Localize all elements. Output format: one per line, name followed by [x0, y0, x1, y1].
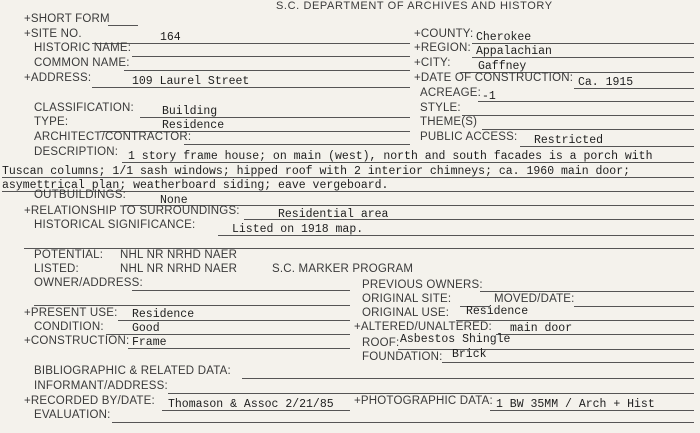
- description-label: DESCRIPTION:: [34, 146, 119, 158]
- roof-value: Asbestos Shingle: [400, 333, 511, 346]
- description-rule-2: [2, 177, 694, 178]
- foundation-line: [442, 362, 694, 363]
- site-no-line: [92, 43, 410, 44]
- relationship-value: Residential area: [278, 208, 389, 221]
- altered-line: [496, 334, 694, 335]
- recorded-by-line: [162, 410, 350, 411]
- address-line: [92, 87, 410, 88]
- outbuildings-value: None: [160, 194, 188, 207]
- acreage-line: [478, 101, 694, 102]
- type-label: TYPE:: [34, 116, 69, 128]
- owner-label: OWNER/ADDRESS:: [34, 277, 143, 289]
- region-value: Appalachian: [476, 45, 552, 58]
- theme-label: THEME(S): [420, 116, 478, 128]
- evaluation-line: [112, 422, 694, 423]
- style-label: STYLE:: [420, 102, 461, 114]
- moved-date-label: MOVED/DATE:: [494, 293, 575, 305]
- county-line: [472, 43, 694, 44]
- historic-name-label: HISTORIC NAME:: [34, 42, 132, 54]
- description-rule-1: [122, 162, 694, 163]
- informant-line: [168, 393, 694, 394]
- description-line-2: Tuscan columns; 1/1 sash windows; hipped roof with 2 interior chimneys; ca. 1960 main door;: [2, 165, 631, 178]
- style-line: [462, 115, 694, 116]
- region-label: +REGION:: [414, 42, 471, 54]
- theme-line: [482, 129, 694, 130]
- previous-owners-line: [480, 291, 694, 292]
- city-label: +CITY:: [414, 57, 451, 69]
- present-use-label: +PRESENT USE:: [24, 307, 118, 319]
- foundation-label: FOUNDATION:: [362, 351, 443, 363]
- historic-name-line: [132, 56, 410, 57]
- classification-line: [140, 117, 410, 118]
- classification-value: Building: [162, 105, 218, 118]
- date-of-construction-label: +DATE OF CONSTRUCTION:: [414, 72, 574, 84]
- relationship-label: +RELATIONSHIP TO SURROUNDINGS:: [24, 205, 240, 217]
- short-form-line: [108, 25, 138, 26]
- photographic-data-value: 1 BW 35MM / Arch + Hist: [496, 398, 655, 411]
- type-value: Residence: [162, 119, 225, 132]
- form-header: S.C. DEPARTMENT OF ARCHIVES AND HISTORY: [276, 0, 553, 12]
- previous-owners-label: PREVIOUS OWNERS:: [362, 279, 483, 291]
- architect-label: ARCHITECT/CONTRACTOR:: [34, 131, 192, 143]
- bibliographic-label: BIBLIOGRAPHIC & RELATED DATA:: [34, 365, 231, 377]
- significance-label: HISTORICAL SIGNIFICANCE:: [34, 219, 196, 231]
- significance-line: [218, 235, 694, 236]
- architect-line: [184, 144, 410, 145]
- date-of-construction-line: [574, 88, 694, 89]
- common-name-label: COMMON NAME:: [34, 57, 130, 69]
- acreage-value: -1: [482, 90, 496, 103]
- foundation-value: Brick: [452, 348, 487, 361]
- owner-line: [132, 290, 350, 291]
- photographic-data-label: +PHOTOGRAPHIC DATA:: [354, 395, 493, 407]
- roof-line: [398, 349, 694, 350]
- recorded-by-label: +RECORDED BY/DATE:: [24, 395, 155, 407]
- relationship-line: [244, 219, 694, 220]
- acreage-label: ACREAGE:: [420, 87, 482, 99]
- condition-line: [106, 334, 350, 335]
- site-no-label: +SITE NO.: [24, 28, 82, 40]
- present-use-line: [118, 320, 350, 321]
- bibliographic-line: [242, 378, 694, 379]
- date-of-construction-value: Ca. 1915: [578, 76, 634, 89]
- listed-codes: NHL NR NRHD NAER: [120, 263, 238, 275]
- address-value: 109 Laurel Street: [132, 75, 250, 88]
- significance-value: Listed on 1918 map.: [232, 223, 364, 236]
- marker-program: S.C. MARKER PROGRAM: [272, 263, 414, 275]
- construction-line: [128, 348, 350, 349]
- roof-label: ROOF:: [362, 337, 400, 349]
- construction-value: Frame: [132, 336, 167, 349]
- potential-codes: NHL NR NRHD NAER: [120, 249, 238, 261]
- altered-label: +ALTERED/UNALTERED:: [354, 321, 492, 333]
- original-site-label: ORIGINAL SITE:: [362, 293, 452, 305]
- owner-extra-line: [34, 305, 350, 306]
- public-access-value: Restricted: [534, 134, 604, 147]
- potential-label: POTENTIAL:: [34, 249, 104, 261]
- altered-value: main door: [510, 322, 573, 335]
- city-value: Gaffney: [478, 60, 527, 73]
- site-no-value: 164: [160, 31, 181, 44]
- evaluation-label: EVALUATION:: [34, 409, 111, 421]
- photographic-data-line: [490, 410, 694, 411]
- region-line: [472, 57, 694, 58]
- description-line-3: asymettrical plan; weatherboard siding; eave vergeboard.: [2, 179, 389, 192]
- condition-label: CONDITION:: [34, 321, 104, 333]
- original-use-value: Residence: [466, 305, 529, 318]
- public-access-label: PUBLIC ACCESS:: [420, 131, 518, 143]
- public-access-line: [520, 146, 694, 147]
- short-form-label: +SHORT FORM: [24, 13, 110, 25]
- common-name-line: [124, 70, 410, 71]
- outbuildings-label: OUTBUILDINGS:: [34, 189, 127, 201]
- original-use-label: ORIGINAL USE:: [362, 307, 450, 319]
- county-label: +COUNTY:: [414, 28, 474, 40]
- county-value: Cherokee: [476, 31, 532, 44]
- address-label: +ADDRESS:: [24, 72, 92, 84]
- description-line-1: 1 story frame house; on main (west), north and south facades is a porch with: [128, 150, 653, 163]
- classification-label: CLASSIFICATION:: [34, 102, 134, 114]
- listed-label: LISTED:: [34, 263, 79, 275]
- informant-label: INFORMANT/ADDRESS:: [34, 380, 168, 392]
- moved-date-line: [574, 306, 694, 307]
- present-use-value: Residence: [132, 308, 195, 321]
- construction-label: +CONSTRUCTION:: [24, 335, 130, 347]
- condition-value: Good: [132, 322, 160, 335]
- recorded-by-value: Thomason & Assoc 2/21/85: [168, 398, 334, 411]
